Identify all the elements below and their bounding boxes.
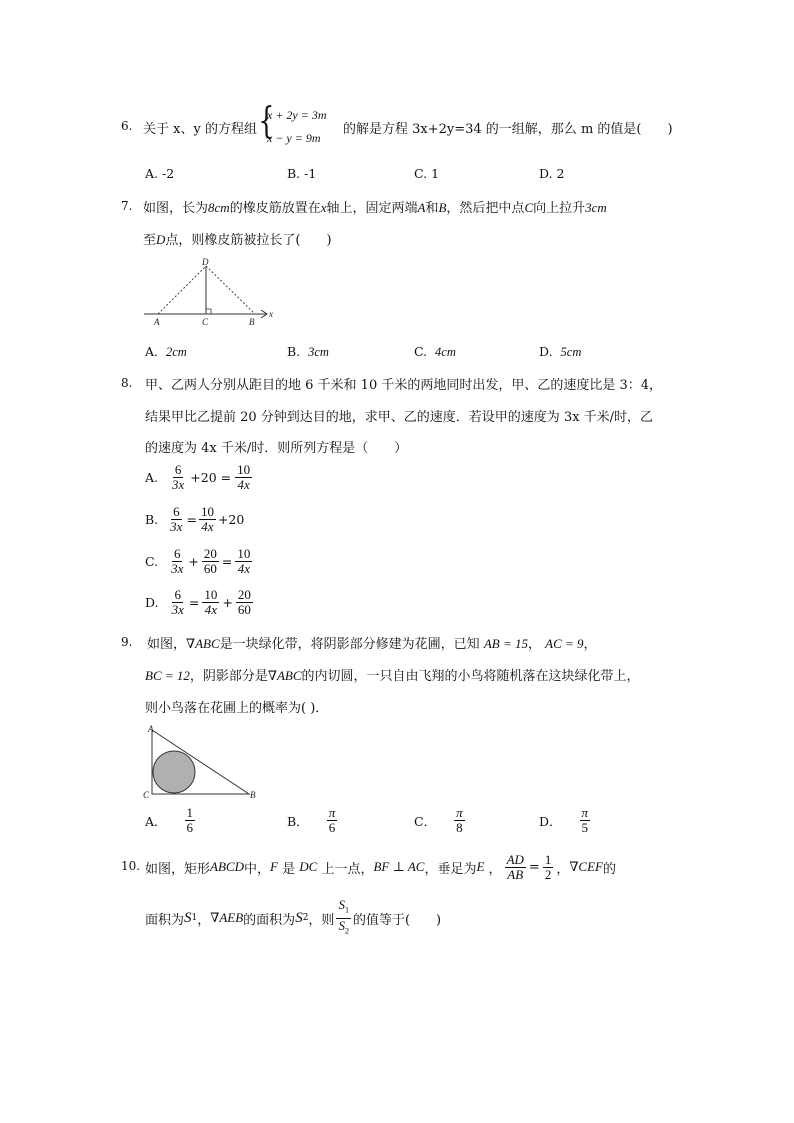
label-b: B	[250, 790, 256, 800]
brace-icon: {	[258, 101, 275, 142]
label-c: C	[202, 317, 209, 327]
question-number: 6.	[121, 119, 133, 133]
fraction: $\frac{10}{4x}$	[200, 504, 214, 534]
fraction: $\frac{10}{4x}$	[237, 462, 251, 492]
option-b[interactable]: B. $\frac{6}{3x}$ = $\frac{10}{4x}$ +20	[145, 504, 245, 534]
triangle-symbol: ∇ABC	[186, 636, 220, 651]
option-d[interactable]: D. 2	[539, 166, 565, 181]
option-b[interactable]: B. 3cm	[287, 344, 329, 359]
question-text-line-3: 则小鸟落在花圃上的概率为( )．	[145, 701, 329, 716]
label-a: A	[148, 724, 154, 734]
label-b: B	[249, 317, 255, 327]
question-text-line-2: 结果甲比乙提前 20 分钟到达目的地，求甲、乙的速度．若设甲的速度为 3x 千米/时，乙	[145, 410, 654, 425]
question-text-line-1: 甲、乙两人分别从距目的地 6 千米和 10 千米的两地同时出发，甲、乙的速度比是 3：4，	[145, 378, 663, 393]
option-d[interactable]: D. $\frac{6}{3x}$ = $\frac{10}{4x}$ + $\frac{20}{60}$	[145, 587, 251, 617]
fraction: $\frac{20}{60}$	[237, 587, 251, 617]
rubber-band-figure	[140, 258, 280, 330]
option-a[interactable]: A. $\frac{6}{3x}$ +20 = $\frac{10}{4x}$	[145, 462, 251, 492]
question-number: 7.	[121, 199, 133, 213]
fraction: $\frac{20}{60}$	[203, 546, 217, 576]
option-c[interactable]: C. $\frac{6}{3x}$ + $\frac{20}{60}$ = $\frac{10}{4x}$	[145, 546, 251, 576]
question-text-line-1: 如图，矩形 ABCD 中， F 是 DC 上一点， BF ⊥ AC ，垂足为 E ， $\frac{AD}{AB}$ = $\frac{1}{2}$ ， ∇CEF 的	[145, 851, 616, 882]
fraction: $\frac{\pi}{8}$	[456, 805, 463, 835]
question-text-line-1: 如图，长为8cm的橡皮筋放置在x轴上，固定两端A和B，然后把中点C向上拉升3cm	[143, 200, 607, 216]
segment-db	[206, 266, 255, 314]
fraction: $\frac{1}{2}$	[544, 851, 552, 882]
equation-2: x − y = 9m	[267, 131, 321, 145]
question-text-line-2: 面积为 S 1 ， ∇AEB 的面积为 S 2 ，则 $\frac{S_1}{S_2}$ 的值等于( )	[145, 898, 441, 938]
fraction: $\frac{AD}{AB}$	[506, 851, 524, 882]
question-text-line-1: 如图，∇ABC是一块绿化带，将阴影部分修建为花圃，已知 AB = 15， AC = 9，	[147, 636, 597, 652]
label-a: A	[154, 317, 160, 327]
option-c[interactable]: C. 1	[414, 166, 440, 181]
label-d: D	[202, 258, 209, 267]
option-a[interactable]: A． $\frac{1}{6}$	[145, 805, 194, 835]
question-text: 的解是方程 3x+2y=34 的一组解，那么 m 的值是( )	[343, 122, 673, 137]
question-text-line-3: 的速度为 4x 千米/时．则所列方程是（ ）	[145, 441, 408, 456]
question-number: 9.	[121, 635, 133, 649]
question-text-line-2: 至D点，则橡皮筋被拉长了( )	[143, 232, 332, 248]
fraction: $\frac{6}{3x}$	[171, 587, 184, 617]
option-b[interactable]: B. -1	[287, 166, 317, 181]
question-number: 10.	[121, 859, 141, 873]
length-value: 8cm	[208, 200, 230, 215]
equation-1: x + 2y = 3m	[267, 108, 327, 122]
segment-ad	[158, 266, 206, 314]
option-d[interactable]: D. 5cm	[539, 344, 582, 359]
fraction: $\frac{6}{3x}$	[172, 462, 185, 492]
option-d[interactable]: D． $\frac{\pi}{5}$	[539, 805, 589, 835]
question-text: 关于 x、y 的方程组	[143, 122, 257, 137]
label-c: C	[143, 790, 150, 800]
fraction: $\frac{10}{4x}$	[237, 546, 251, 576]
question-text-line-2: BC = 12，阴影部分是∇ABC的内切圆，一只自由飞翔的小鸟将随机落在这块绿化带上，	[145, 668, 640, 684]
option-a[interactable]: A. -2	[145, 166, 175, 181]
label-x: x	[269, 309, 273, 319]
fraction: $\frac{\pi}{6}$	[328, 805, 336, 835]
option-b[interactable]: B． $\frac{\pi}{6}$	[287, 805, 336, 835]
fraction: $\frac{6}{3x}$	[171, 546, 184, 576]
inscribed-circle	[153, 751, 195, 793]
option-c[interactable]: C. 4cm	[414, 344, 456, 359]
option-c[interactable]: C． $\frac{\pi}{8}$	[414, 805, 463, 835]
triangle-figure	[140, 722, 265, 804]
fraction: $\frac{S_1}{S_2}$	[338, 896, 349, 936]
fraction: $\frac{1}{6}$	[186, 805, 194, 835]
option-a[interactable]: A. 2cm	[145, 344, 187, 359]
question-number: 8.	[121, 376, 133, 390]
fraction: $\frac{10}{4x}$	[204, 587, 218, 617]
fraction: $\frac{\pi}{5}$	[581, 805, 589, 835]
right-angle-mark	[206, 309, 211, 314]
fraction: $\frac{6}{3x}$	[170, 504, 183, 534]
